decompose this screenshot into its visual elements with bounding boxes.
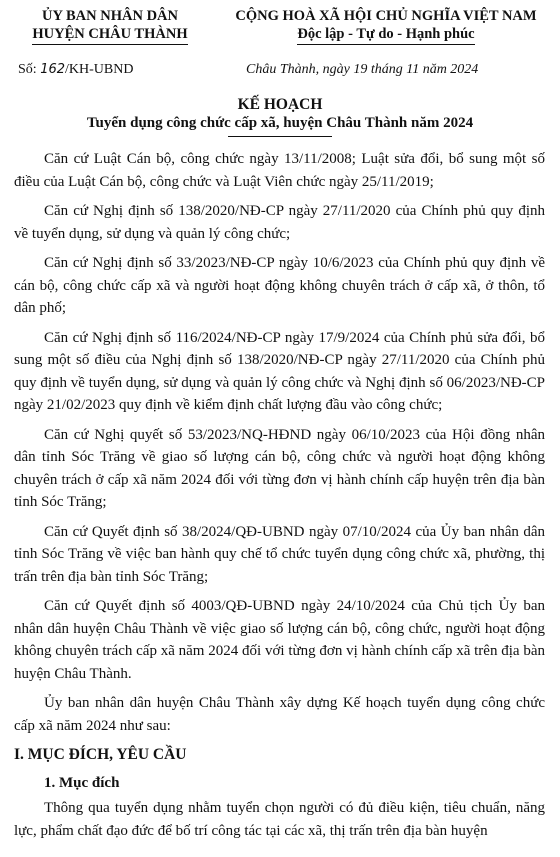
document-subtitle: Tuyển dụng công chức cấp xã, huyện Châu Thành năm 2024 — [86, 115, 474, 131]
agency-line-2: HUYỆN CHÂU THÀNH — [32, 26, 187, 45]
subtitle-underline — [228, 136, 332, 137]
document-body — [14, 148, 545, 849]
legal-basis-paragraph: Căn cứ Luật Cán bộ, công chức ngày 13/11/2008; Luật sửa đổi, bổ sung một số điều của Luật Cán bộ, công chức và Luật Viên chức ngày 25/11/2019; — [14, 151, 545, 190]
number-suffix: /KH-UBND — [65, 62, 134, 77]
legal-basis-paragraph: Căn cứ Quyết định số 38/2024/QĐ-UBND ngày 07/10/2024 của Ủy ban nhân dân tỉnh Sóc Trăng về việc ban hành quy chế tổ chức tuyển dụng công chức xã, phường, thị trấn trên địa bàn tỉnh Sóc Trăng; — [14, 523, 545, 585]
date-day: 19 — [353, 62, 368, 77]
legal-basis-paragraph: Căn cứ Nghị quyết số 53/2023/NQ-HĐND ngày 06/10/2023 của Hội đồng nhân dân tỉnh Sóc Trăng về giao số lượng cán bộ, công chức và người hoạt động không chuyên trách ở cấp xã năm 2024 đối với từng đơn vị hành chính cấp huyện trên địa bàn tỉnh Sóc Trăng; — [14, 426, 545, 510]
national-motto: Độc lập - Tự do - Hạnh phúc — [297, 26, 474, 45]
date-line — [246, 62, 478, 78]
number-prefix: Số: — [18, 62, 37, 77]
purpose-paragraph: Thông qua tuyển dụng nhằm tuyển chọn người có đủ điều kiện, tiêu chuẩn, năng lực, phẩm chất đạo đức để bố trí công tác tại các xã, thị trấn trên địa bàn huyện — [14, 800, 545, 839]
national-header — [214, 8, 558, 45]
legal-basis-paragraph: Căn cứ Nghị định số 116/2024/NĐ-CP ngày 17/9/2024 của Chính phủ sửa đổi, bổ sung một số điều của Nghị định số 138/2020/NĐ-CP ngày 27/11/2020 của Chính phủ quy định về tuyển dụng, sử dụng và quản lý công chức và Nghị định số 06/2023/NĐ-CP ngày 21/02/2023 quy định về kiểm định chất lượng đầu vào công chức; — [14, 329, 545, 413]
national-title: CỘNG HOÀ XÃ HỘI CHỦ NGHĨA VIỆT NAM — [235, 8, 537, 24]
subsection-heading: 1. Mục đích — [44, 774, 120, 791]
legal-basis-paragraph: Căn cứ Nghị định số 138/2020/NĐ-CP ngày 27/11/2020 của Chính phủ quy định về tuyển dụng, sử dụng và quản lý công chức; — [14, 203, 545, 242]
document-number — [18, 62, 133, 78]
intro-paragraph: Ủy ban nhân dân huyện Châu Thành xây dựng Kế hoạch tuyển dụng công chức cấp xã năm 2024 như sau: — [14, 695, 545, 734]
number-value: 162 — [40, 62, 66, 77]
legal-basis-paragraph: Căn cứ Quyết định số 4003/QĐ-UBND ngày 24/10/2024 của Chủ tịch Ủy ban nhân dân huyện Châu Thành về việc giao số lượng cán bộ, công chức, người hoạt động không chuyên trách cấp xã năm 2024 đối với từng đơn vị hành chính cấp xã trên địa bàn huyện Châu Thành. — [14, 598, 545, 682]
document-title: KẾ HOẠCH — [237, 96, 323, 113]
section-heading: I. MỤC ĐÍCH, YÊU CẦU — [14, 746, 187, 763]
legal-basis-paragraph: Căn cứ Nghị định số 33/2023/NĐ-CP ngày 10/6/2023 của Chính phủ quy định về cán bộ, công chức cấp xã và người hoạt động không chuyên trách ở cấp xã, ở thôn, tổ dân phố; — [14, 255, 545, 316]
agency-line-1: ỦY BAN NHÂN DÂN — [41, 8, 178, 24]
date-prefix: Châu Thành, ngày — [246, 62, 350, 77]
date-suffix: tháng 11 năm 2024 — [370, 62, 479, 77]
issuing-agency — [10, 8, 210, 45]
